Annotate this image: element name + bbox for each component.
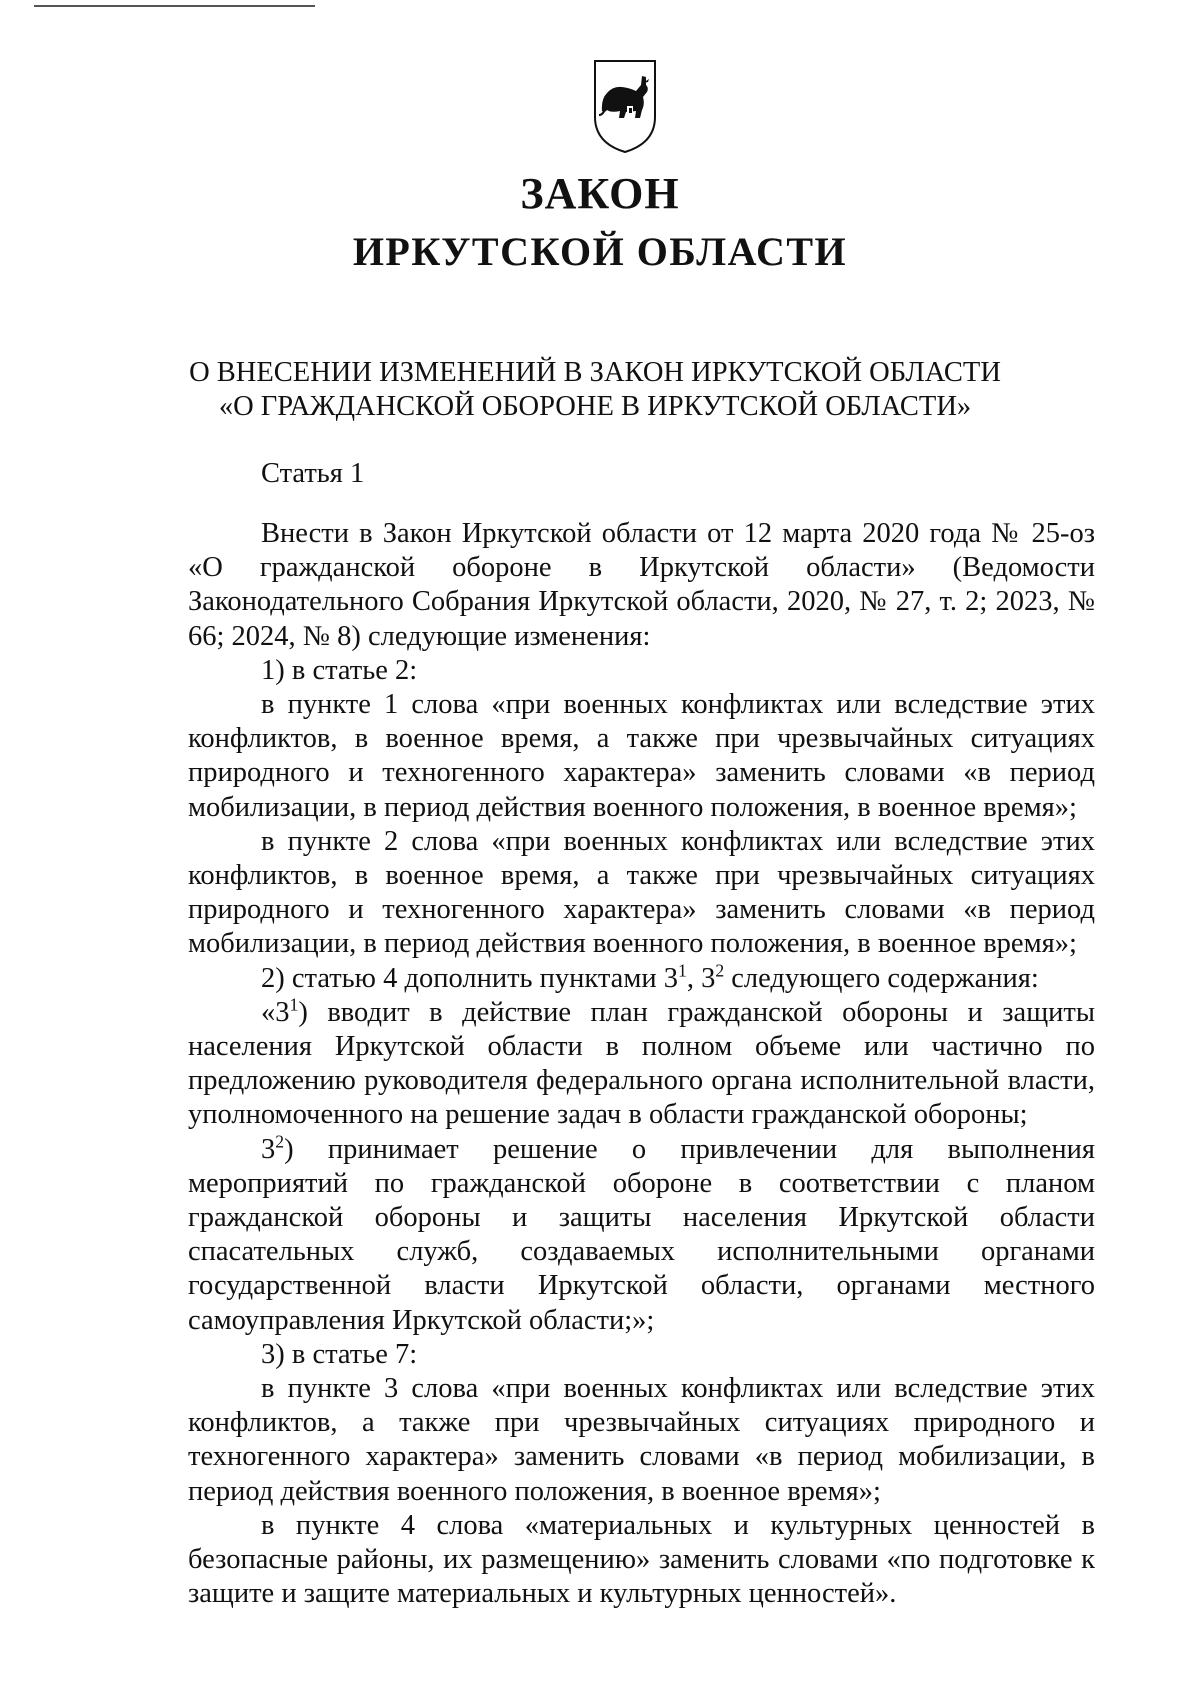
list-item: в пункте 4 слова «материальных и культурных ценностей в безопасные районы, их размещению» заменить словами «по подготовке к защите и защите материальных и культурных ценностей». [188, 1509, 1095, 1610]
article-body [188, 517, 1095, 1612]
document-subtitle [0, 356, 1190, 424]
subtitle-line: О ВНЕСЕНИИ ИЗМЕНЕНИЙ В ЗАКОН ИРКУТСКОЙ ОБЛАСТИ [189, 357, 1001, 388]
list-item: «$3^1$) вводит в действие план гражданской обороны и защиты населения Иркутской области в полном объеме или частично по предложению руководителя федерального органа исполнительной власти, уполномоченного на решение задач в области гражданской обороны; [188, 994, 1095, 1131]
list-item: $3^2$) принимает решение о привлечении для выполнения мероприятий по гражданской обороне в соответствии с планом гражданской обороны и защиты населения Иркутской области спасательных служб, создаваемых исполнительными органами государственной власти Иркутской области, органами местного самоуправления Иркутской области;»; [188, 1131, 1095, 1336]
list-item: 1) в статье 2: [261, 654, 418, 686]
article-heading: Статья 1 [261, 458, 365, 489]
list-item: 2) статью 4 дополнить пунктами $3^1$, $3^2$ следующего содержания: [261, 960, 1039, 994]
law-title: ЗАКОН [520, 169, 680, 218]
intro-paragraph: Внести в Закон Иркутской области от 12 марта 2020 года № 25-оз «О гражданской обороне в Иркутской области» (Ведомости Законодательного Собрания Иркутской области, 2020, № 27, т. 2; 2023, № 66; 2024, № 8) следующие изменения: [188, 518, 1095, 652]
list-item: 3) в статье 7: [261, 1338, 418, 1370]
region-title: ИРКУТСКОЙ ОБЛАСТИ [352, 229, 848, 274]
list-item: в пункте 2 слова «при военных конфликтах или вследствие этих конфликтов, в военное время, а также при чрезвычайных ситуациях природного и техногенного характера» заменить словами «в период мобилизации, в период действия военного положения, в военное время»; [188, 825, 1095, 960]
list-item: в пункте 1 слова «при военных конфликтах или вследствие этих конфликтов, в военное время, а также при чрезвычайных ситуациях природного и техногенного характера» заменить словами «в период мобилизации, в период действия военного положения, в военное время»; [188, 689, 1095, 823]
coat-of-arms-icon [591, 57, 659, 155]
subtitle-line: «О ГРАЖДАНСКОЙ ОБОРОНЕ В ИРКУТСКОЙ ОБЛАСТИ» [218, 391, 972, 422]
top-rule [34, 5, 315, 7]
list-item: в пункте 3 слова «при военных конфликтах или вследствие этих конфликтов, а также при чрезвычайных ситуациях природного и техногенного характера» заменить словами «в период мобилизации, в период действия военного положения, в военное время»; [188, 1373, 1095, 1507]
